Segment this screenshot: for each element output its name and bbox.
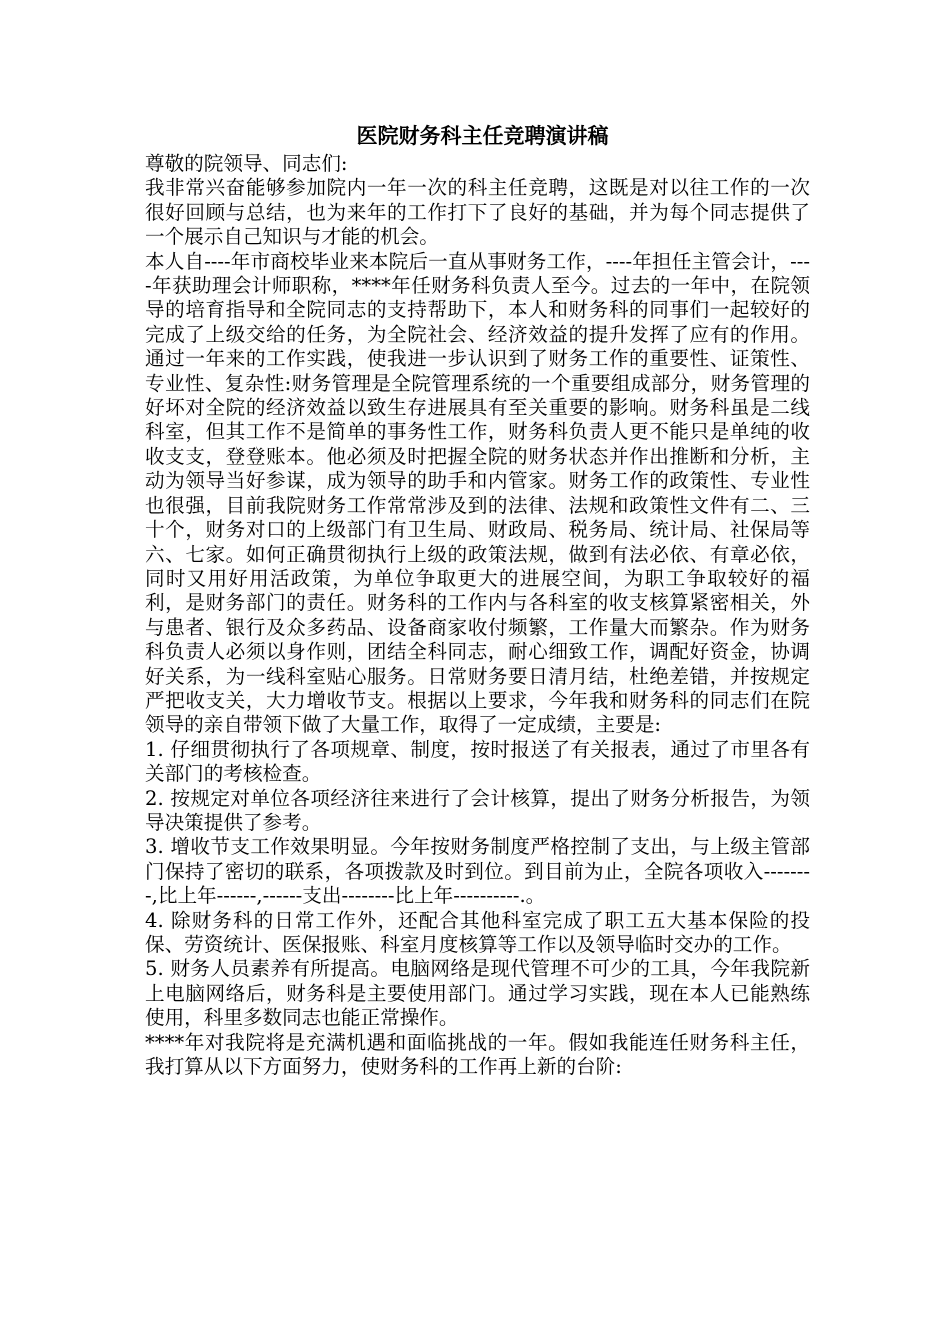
list-item-1: 1. 仔细贯彻执行了各项规章、制度，按时报送了有关报表，通过了市里各有关部门的考核检查。 — [145, 737, 810, 786]
paragraph-outlook: ****年对我院将是充满机遇和面临挑战的一年。假如我能连任财务科主任，我打算从以下方面努力，使财务科的工作再上新的台阶: — [145, 1030, 810, 1079]
list-item-3: 3. 增收节支工作效果明显。今年按财务制度严格控制了支出，与上级主管部门保持了密切的联系，各项拨款及时到位。到目前为止，全院各项收入--------,比上年------,------支出--------比上年----------.。 — [145, 835, 810, 908]
document-title: 医院财务科主任竞聘演讲稿 — [356, 123, 609, 148]
list-item-2: 2. 按规定对单位各项经济往来进行了会计核算，提出了财务分析报告，为领导决策提供了参考。 — [145, 786, 810, 834]
paragraph-intro: 我非常兴奋能够参加院内一年一次的科主任竞聘，这既是对以往工作的一次很好回顾与总结，也为来年的工作打下了良好的基础，并为每个同志提供了一个展示自己知识与才能的机会。 — [145, 176, 810, 249]
list-item-4: 4. 除财务科的日常工作外，还配合其他科室完成了职工五大基本保险的投保、劳资统计、医保报账、科室月度核算等工作以及领导临时交办的工作。 — [145, 908, 810, 956]
list-item-5: 5. 财务人员素养有所提高。电脑网络是现代管理不可少的工具，今年我院新上电脑网络后，财务科是主要使用部门。通过学习实践，现在本人已能熟练使用，科里多数同志也能正常操作。 — [145, 957, 810, 1030]
document-body — [145, 120, 810, 1079]
paragraph-background: 本人自----年市商校毕业来本院后一直从事财务工作，----年担任主管会计，----年获助理会计师职称，****年任财务科负责人至今。过去的一年中，在院领导的培育指导和全院同志的支持帮助下，本人和财务科的同事们一起较好的完成了上级交给的任务，为全院社会、经济效益的提升发挥了应有的作用。通过一年来的工作实践，使我进一步认识到了财务工作的重要性、证策性、专业性、复杂性:财务管理是全院管理系统的一个重要组成部分，财务管理的好坏对全院的经济效益以致生存进展具有至关重要的影响。财务科虽是二线科室，但其工作不是简单的事务性工作，财务科负责人更不能只是单纯的收收支支，登登账本。他必须及时把握全院的财务状态并作出推断和分析，主动为领导当好参谋，成为领导的助手和内管家。财务工作的政策性、专业性也很强，目前我院财务工作常常涉及到的法律、法规和政策性文件有二、三十个，财务对口的上级部门有卫生局、财政局、税务局、统计局、社保局等六、七家。如何正确贯彻执行上级的政策法规，做到有法必依、有章必依，同时又用好用活政策，为单位争取更大的进展空间，为职工争取较好的福利，是财务部门的责任。财务科的工作内与各科室的收支核算紧密相关，外与患者、银行及众多药品、设备商家收付频繁，工作量大而繁杂。作为财务科负责人必须以身作则，团结全科同志，耐心细致工作，调配好资金，协调好关系，为一线科室贴心服务。日常财务要日清月结，杜绝差错，并按规定严把收支关，大力增收节支。根据以上要求，今年我和财务科的同志们在院领导的亲自带领下做了大量工作，取得了一定成绩，主要是: — [145, 249, 810, 737]
salutation: 尊敬的院领导、同志们: — [145, 152, 348, 175]
